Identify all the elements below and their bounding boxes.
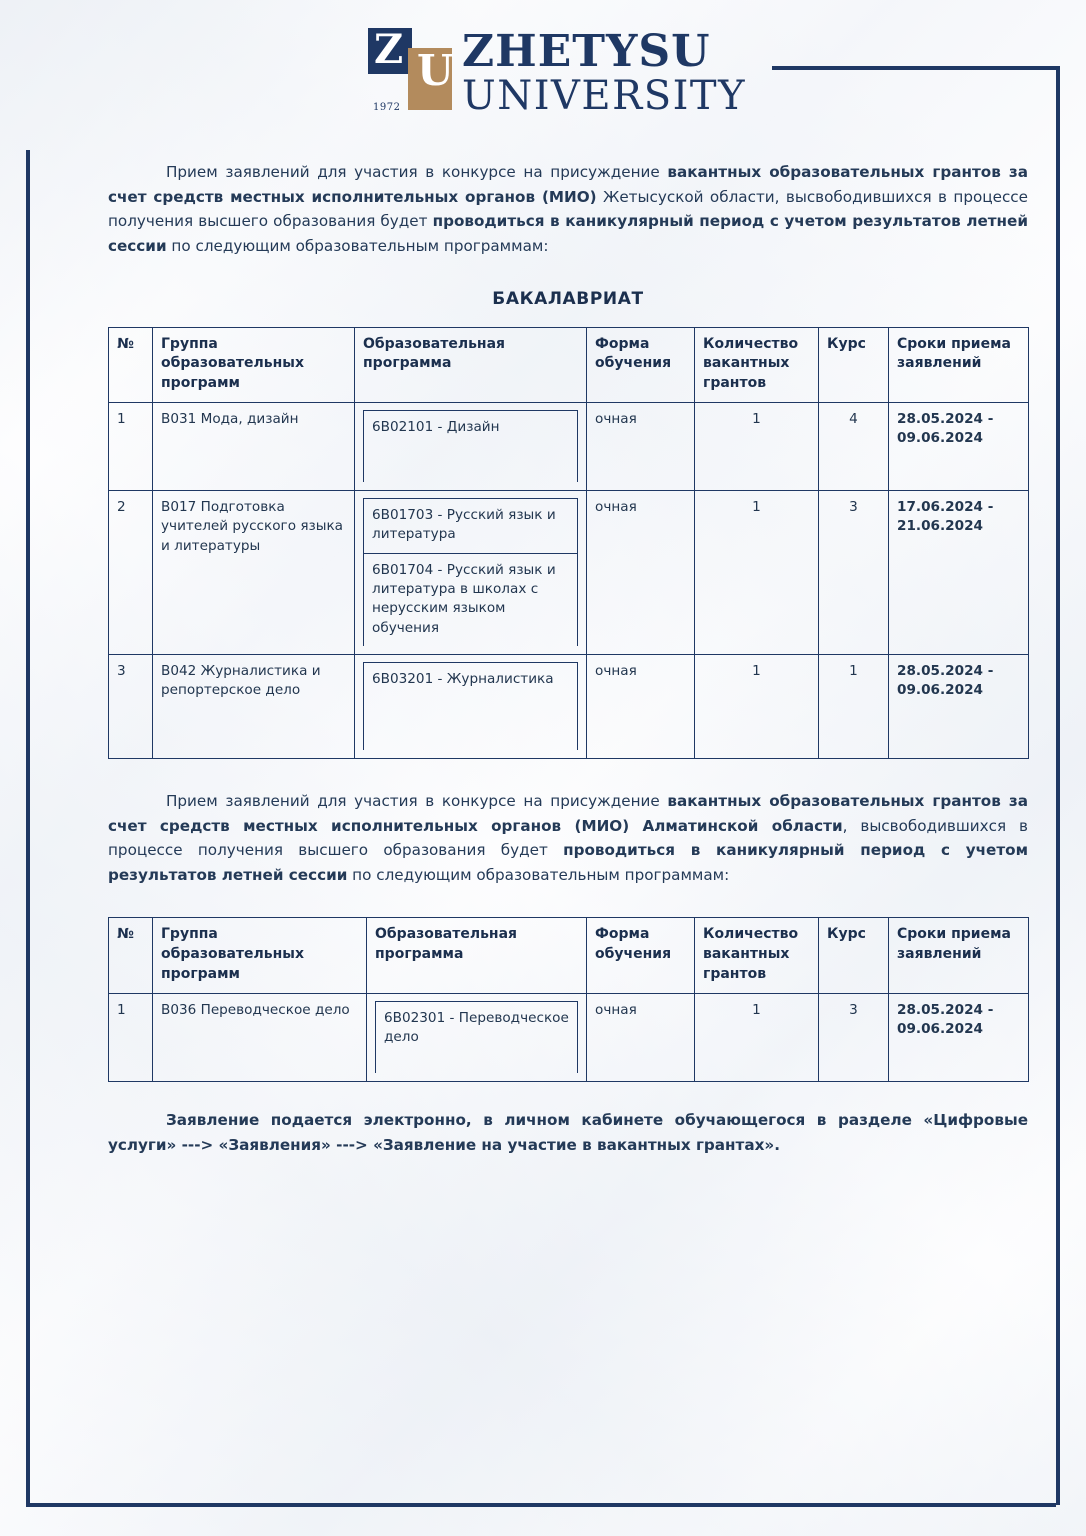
nested-program-list [375, 1001, 578, 1073]
list-item [376, 1002, 578, 1074]
frame-border-right [1056, 66, 1060, 1505]
cell-form: очная [587, 654, 695, 758]
cell-programs [355, 403, 587, 491]
cell-programs [367, 994, 587, 1082]
grants-table-almaty [108, 917, 1029, 1082]
cell-count: 1 [695, 654, 819, 758]
program-name: 6В03201 - Журналистика [364, 662, 578, 750]
logo-wordmark-line2: UNIVERSITY [462, 72, 747, 119]
cell-num: 2 [109, 491, 153, 655]
col-header-program: Образовательная программа [355, 327, 587, 403]
cell-course: 3 [819, 994, 889, 1082]
frame-border-bottom [26, 1503, 1056, 1507]
logo-year: 1972 [373, 102, 401, 113]
spacer [108, 887, 1028, 917]
col-header-course: Курс [819, 327, 889, 403]
list-item [364, 411, 578, 483]
logo-mark-icon [368, 28, 452, 120]
document-content [108, 160, 1028, 1172]
cell-dates: 17.06.2024 - 21.06.2024 [889, 491, 1029, 655]
cell-form: очная [587, 491, 695, 655]
cell-group: В042 Журналистика и репортерское дело [153, 654, 355, 758]
intro1-text2: Жетысуской области, высвободившихся в процессе получения высшего образования будет [108, 187, 1028, 231]
col-header-dates: Сроки приема заявлений [889, 327, 1029, 403]
section-title-bachelor: БАКАЛАВРИАТ [492, 288, 644, 309]
cell-group: В031 Мода, дизайн [153, 403, 355, 491]
spacer [108, 759, 1028, 789]
closing-paragraph: Заявление подается электронно, в личном кабинете обучающегося в разделе «Цифровые услуги» ---> «Заявления» ---> «Заявление на участие в вакантных грантах». [108, 1111, 1028, 1154]
cell-programs [355, 491, 587, 655]
intro2-text2: , высвободившихся в процессе получения высшего образования будет [108, 816, 1028, 860]
table-header-row [109, 918, 1029, 994]
table-header-row [109, 327, 1029, 403]
nested-program-list [363, 662, 578, 750]
grants-table-zhetysu [108, 327, 1029, 759]
cell-course: 4 [819, 403, 889, 491]
intro-paragraph-1 [108, 160, 1028, 259]
cell-group: В036 Переводческое дело [153, 994, 367, 1082]
table-row [109, 994, 1029, 1082]
list-item [364, 553, 578, 646]
university-logo [368, 28, 746, 120]
cell-dates: 28.05.2024 - 09.06.2024 [889, 994, 1029, 1082]
list-item [364, 662, 578, 750]
intro1-text3: по следующим образовательным программам: [166, 236, 549, 255]
logo-wordmark-line1: ZHETYSU [462, 26, 711, 77]
col-header-group: Группа образовательных программ [153, 918, 367, 994]
cell-num: 1 [109, 403, 153, 491]
col-header-count: Количество вакантных грантов [695, 918, 819, 994]
intro2-text1: Прием заявлений для участия в конкурсе на присуждение [166, 791, 668, 810]
col-header-form: Форма обучения [587, 918, 695, 994]
intro1-bold1: вакантных образовательных грантов за счет средств местных исполнительных органов (МИО) [108, 163, 1029, 206]
logo-letter-u: U [417, 46, 454, 95]
cell-num: 1 [109, 994, 153, 1082]
frame-corner-bottom-left [26, 1503, 30, 1507]
col-header-program: Образовательная программа [367, 918, 587, 994]
col-header-course: Курс [819, 918, 889, 994]
cell-course: 3 [819, 491, 889, 655]
intro2-text3: по следующим образовательным программам: [347, 865, 730, 884]
table-row [109, 654, 1029, 758]
cell-group: В017 Подготовка учителей русского языка и литературы [153, 491, 355, 655]
intro-paragraph-2 [108, 789, 1028, 888]
cell-num: 3 [109, 654, 153, 758]
frame-border-left [26, 150, 30, 1505]
col-header-form: Форма обучения [587, 327, 695, 403]
frame-border-top-right [772, 66, 1060, 70]
cell-programs [355, 654, 587, 758]
intro2-bold2: проводиться в каникулярный период с учетом результатов летней сессии [108, 841, 1028, 884]
program-name: 6В02301 - Переводческое дело [376, 1002, 578, 1074]
col-header-count: Количество вакантных грантов [695, 327, 819, 403]
col-header-group: Группа образовательных программ [153, 327, 355, 403]
program-name: 6В01703 - Русский язык и литература [364, 499, 578, 554]
program-name: 6В01704 - Русский язык и литература в школах с нерусским языком обучения [364, 553, 578, 646]
cell-course: 1 [819, 654, 889, 758]
col-header-num: № [109, 327, 153, 403]
cell-form: очная [587, 994, 695, 1082]
table-row [109, 403, 1029, 491]
intro1-bold2: проводиться в каникулярный период с учетом результатов летней сессии [108, 212, 1028, 255]
cell-dates: 28.05.2024 - 09.06.2024 [889, 654, 1029, 758]
intro2-bold1: вакантных образовательных грантов за счет средств местных исполнительных органов (МИО) Алматинской области [108, 791, 1029, 835]
cell-form: очная [587, 403, 695, 491]
cell-count: 1 [695, 994, 819, 1082]
col-header-dates: Сроки приема заявлений [889, 918, 1029, 994]
col-header-num: № [109, 918, 153, 994]
program-name: 6В02101 - Дизайн [364, 411, 578, 483]
logo-letter-z: Z [374, 26, 404, 73]
nested-program-list [363, 410, 578, 482]
logo-wordmark [462, 28, 746, 117]
intro1-text1: Прием заявлений для участия в конкурсе на присуждение [166, 163, 668, 181]
cell-dates: 28.05.2024 - 09.06.2024 [889, 403, 1029, 491]
cell-count: 1 [695, 491, 819, 655]
cell-count: 1 [695, 403, 819, 491]
nested-program-list [363, 498, 578, 646]
list-item [364, 499, 578, 554]
table-row [109, 491, 1029, 655]
